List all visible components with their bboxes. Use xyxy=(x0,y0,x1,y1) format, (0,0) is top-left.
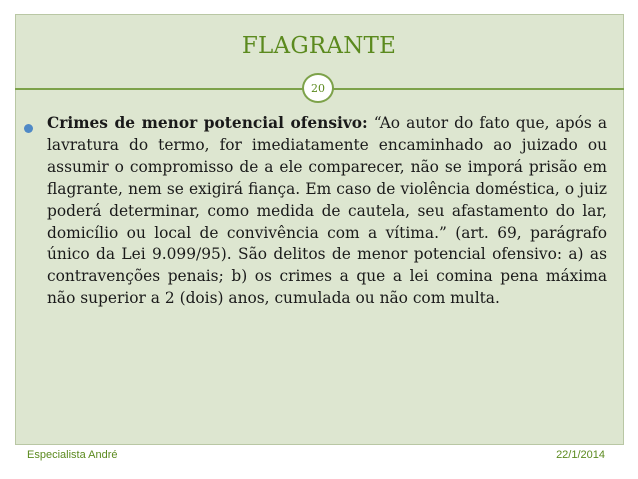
slide-title: FLAGRANTE xyxy=(241,33,397,59)
bullet-icon xyxy=(24,124,33,133)
footer-date: 22/1/2014 xyxy=(556,449,605,461)
bullet-lead: Crimes de menor potencial ofensivo: xyxy=(47,114,368,132)
footer-author: Especialista André xyxy=(27,449,118,461)
bullet-text xyxy=(47,113,607,310)
page-number-badge: 20 xyxy=(302,73,334,103)
bullet-body: “Ao autor do fato que, após a lavratura do termo, for imediatamente encaminhado ao juizado ou assumir o compromisso de a ele comparecer, não se imporá prisão em flagrante, nem se exigirá fiança. Em caso de violência doméstica, o juiz poderá determinar, como medida de cautela, seu afastamento do lar, domicílio ou local de convivência com a vítima.” (art. 69, parágrafo único da Lei 9.099/95). São delitos de menor potencial ofensivo: a) as contravenções penais; b) os crimes a que a lei comina pena máxima não superior a 2 (dois) anos, cumulada ou não com multa. xyxy=(47,114,607,308)
